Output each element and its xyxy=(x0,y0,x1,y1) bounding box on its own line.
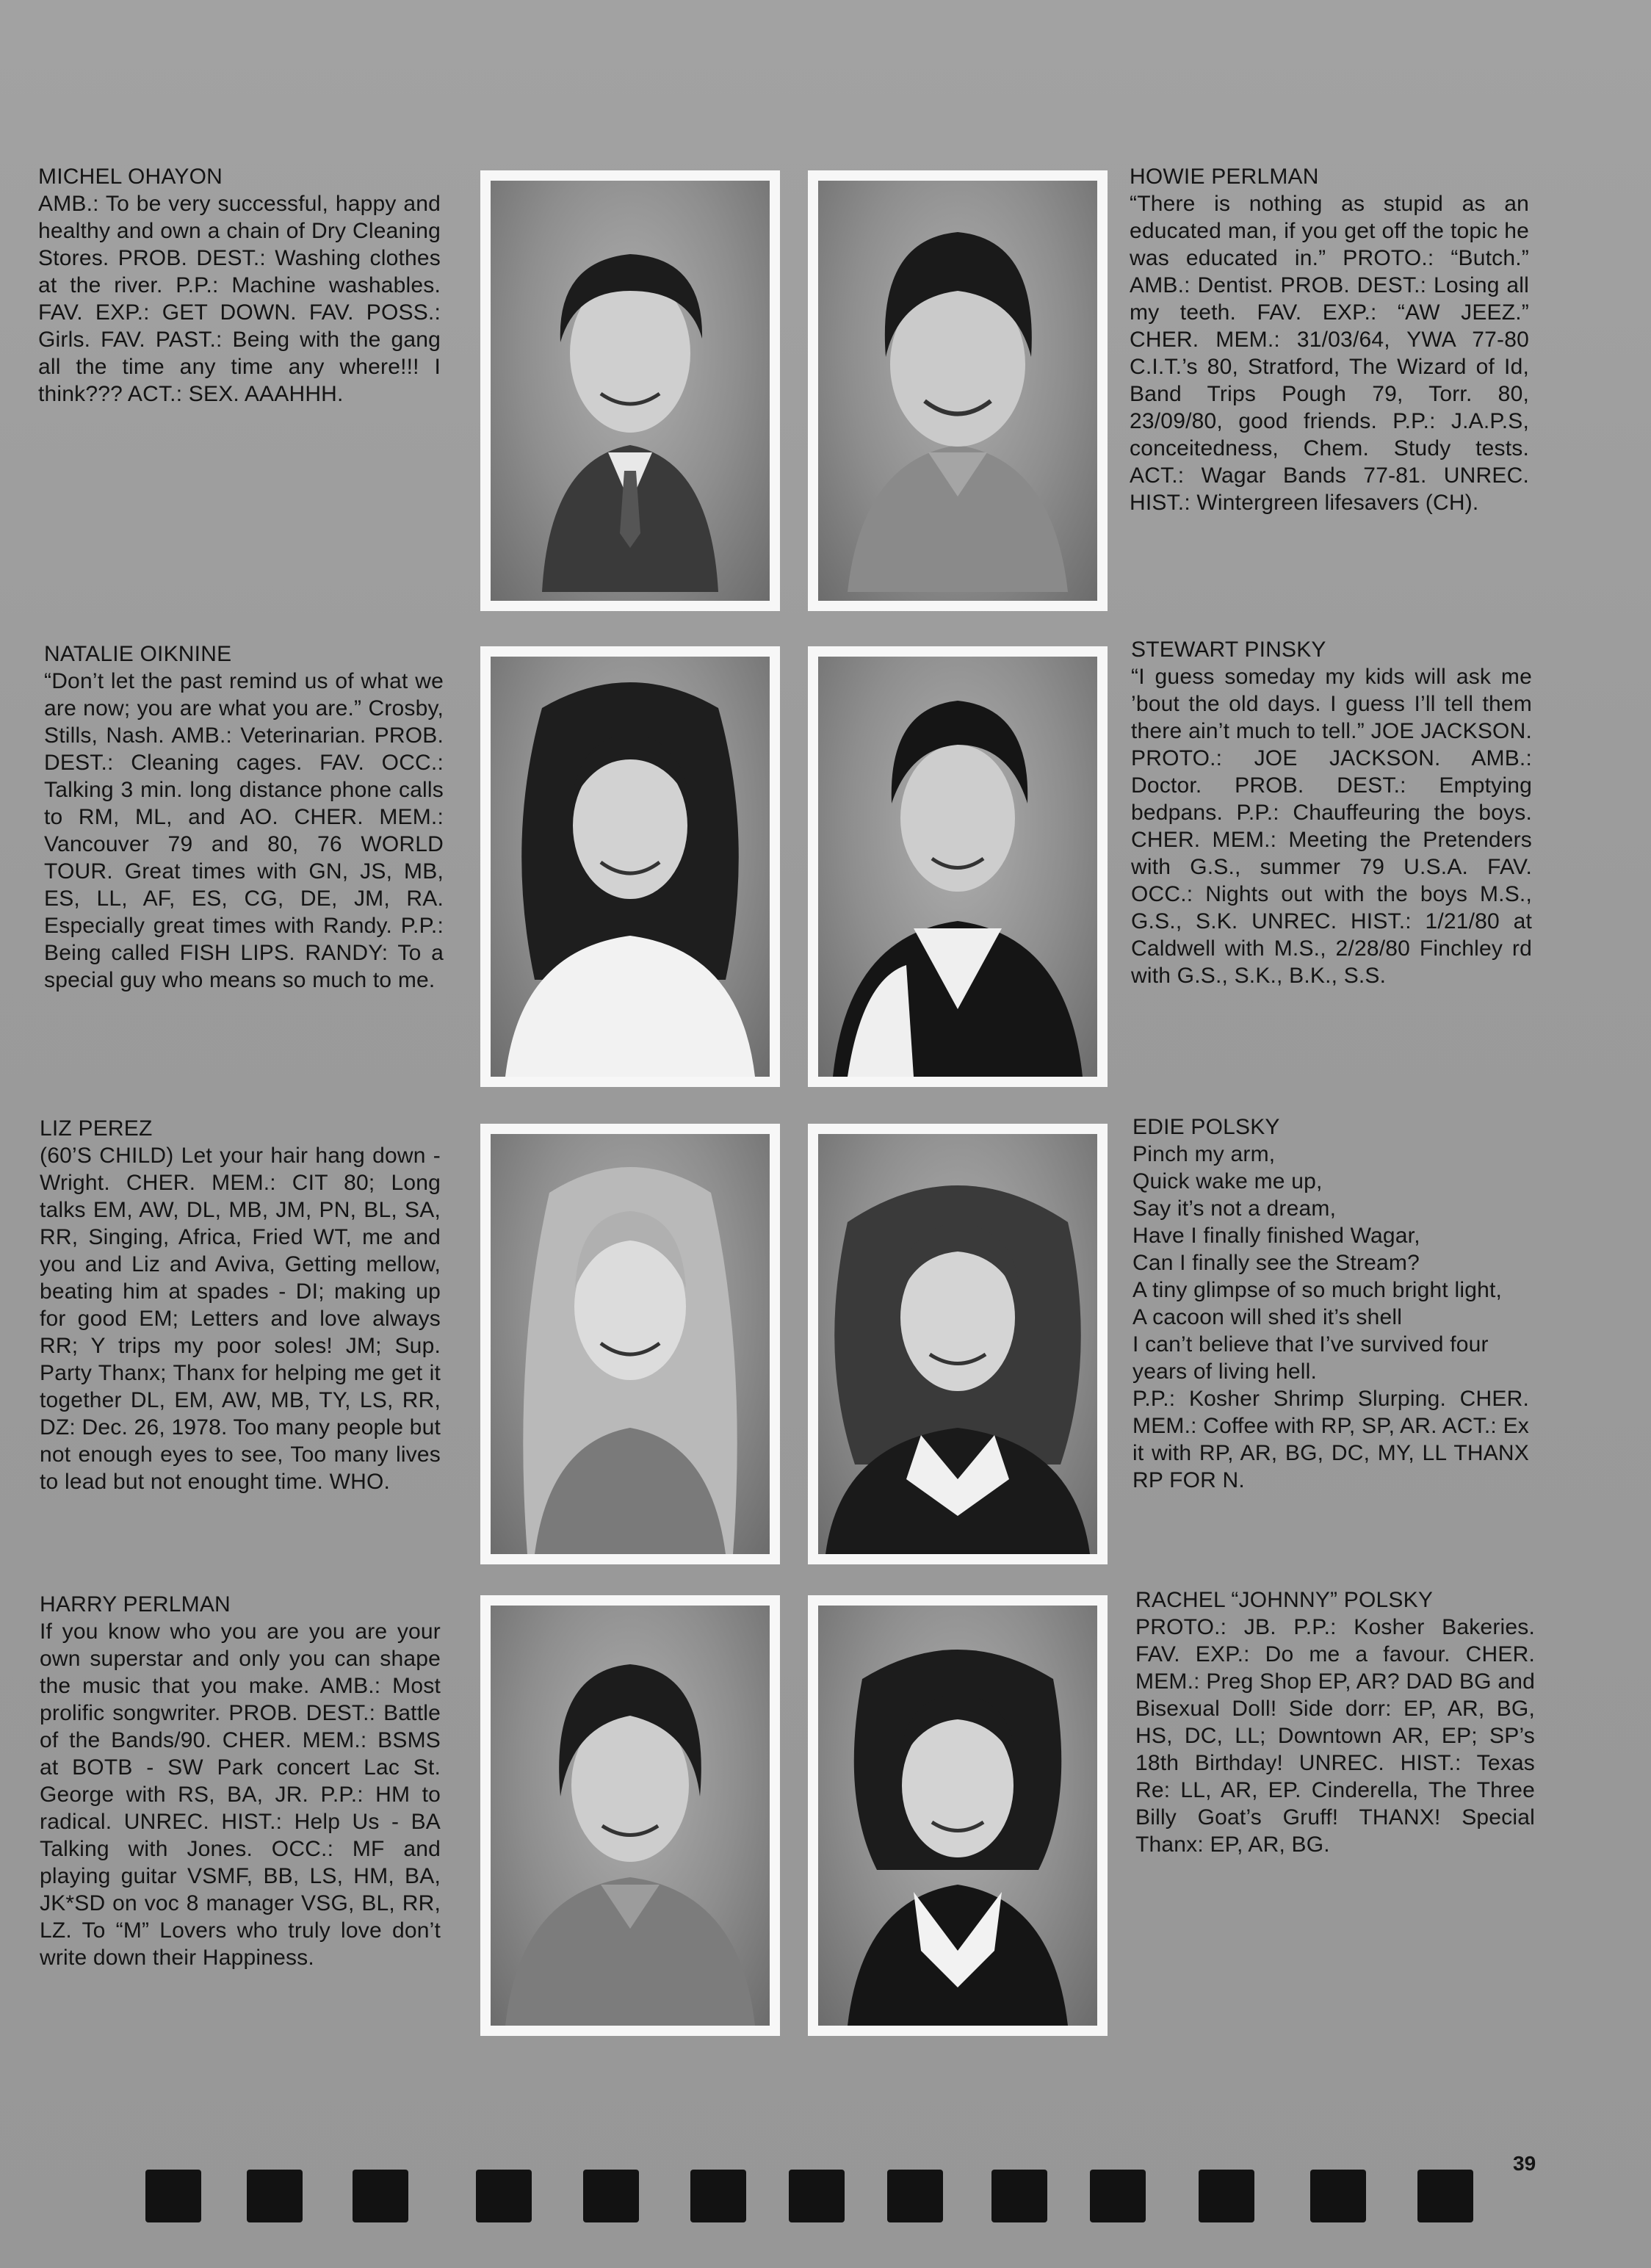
student-bio: P.P.: Kosher Shrimp Slurping. CHER. MEM.: Coffee with RP, SP, AR. ACT.: Ex it with RP, AR, BG, DC, MY, LL THANX RP FOR N. xyxy=(1132,1387,1529,1492)
filmstrip-block xyxy=(1199,2170,1254,2222)
student-bio: “I guess someday my kids will ask me ’bout the old days. I guess I’ll tell them there ain’t much to tell.” JOE JACKSON. PROTO.: JOE JACKSON. AMB.: Doctor. PROB. DEST.: Emptying bedpans. P.P.: Chauffeuring the boys. CHER. MEM.: Meeting the Pretenders with G.S., summer 79 U.S.A. FAV. OCC.: Nights out with the boys M.S., G.S., S.K. UNREC. HIST.: 1/21/80 at Caldwell with M.S., 2/28/80 Finchley rd with G.S., S.K., B.K., S.S. xyxy=(1131,665,1532,988)
filmstrip-block xyxy=(247,2170,303,2222)
filmstrip-block xyxy=(1310,2170,1366,2222)
poem-line: Pinch my arm, xyxy=(1132,1142,1276,1166)
portrait-stewart-pinsky xyxy=(808,646,1108,1087)
student-name: HOWIE PERLMAN xyxy=(1130,165,1319,189)
portrait-image xyxy=(818,181,1097,601)
poem-line: Can I finally see the Stream? xyxy=(1132,1251,1420,1275)
bio-howie-perlman xyxy=(1130,163,1529,516)
bio-rachel-polsky xyxy=(1135,1586,1535,1858)
student-name: HARRY PERLMAN xyxy=(40,1592,231,1617)
filmstrip-block xyxy=(789,2170,845,2222)
student-bio: “There is nothing as stupid as an educated man, if you get off the topic he was educated in.” PROTO.: “Butch.” AMB.: Dentist. PROB. DEST.: Losing all my teeth. FAV. EXP.: “AW JEEZ.” CHER. MEM.: 31/03/64, YWA 77-80 C.I.T.’s 80, Stratford, The Wizard of Id, Band Trips Pough 79, Torr. 80, 23/09/80, good friends. P.P.: J.A.P.S, conceitedness, Chem. Study tests. ACT.: Wagar Bands 77-81. UNREC. HIST.: Wintergreen lifesavers (CH). xyxy=(1130,192,1529,515)
student-name: EDIE POLSKY xyxy=(1132,1115,1280,1139)
filmstrip-block xyxy=(145,2170,201,2222)
student-name: RACHEL “JOHNNY” POLSKY xyxy=(1135,1588,1434,1612)
portrait-image xyxy=(818,657,1097,1077)
portrait-image xyxy=(491,1134,770,1554)
student-name: LIZ PEREZ xyxy=(40,1116,153,1141)
filmstrip-block xyxy=(887,2170,943,2222)
bio-liz-perez xyxy=(40,1115,441,1495)
student-name: STEWART PINSKY xyxy=(1131,638,1326,662)
portrait-natalie-oiknine xyxy=(480,646,780,1087)
portrait-liz-perez xyxy=(480,1124,780,1564)
filmstrip-block xyxy=(1417,2170,1473,2222)
portrait-rachel-polsky xyxy=(808,1595,1108,2036)
poem-line: A cacoon will shed it’s shell xyxy=(1132,1305,1403,1329)
poem-line: Say it’s not a dream, xyxy=(1132,1196,1337,1221)
portrait-harry-perlman xyxy=(480,1595,780,2036)
student-bio: “Don’t let the past remind us of what we are now; you are what you are.” Crosby, Stills, Nash. AMB.: Veterinarian. PROB. DEST.: Cleaning cages. FAV. OCC.: Talking 3 min. long distance phone calls to RM, ML, and AO. CHER. MEM.: Vancouver 79 and 80, 76 WORLD TOUR. Great times with GN, JS, MB, ES, LL, AF, ES, CG, DE, JM, RA. Especially great times with Randy. P.P.: Being called FISH LIPS. RANDY: To a special guy who means so much to me. xyxy=(44,669,444,992)
student-name: MICHEL OHAYON xyxy=(38,165,223,189)
page-number: 39 xyxy=(1513,2152,1536,2175)
portrait-image xyxy=(818,1134,1097,1554)
portrait-image xyxy=(491,657,770,1077)
bio-michel-ohayon xyxy=(38,163,441,408)
bio-stewart-pinsky xyxy=(1131,636,1532,989)
portrait-michel-ohayon xyxy=(480,170,780,611)
filmstrip-block xyxy=(353,2170,408,2222)
bio-natalie-oiknine xyxy=(44,640,444,994)
student-bio: (60’S CHILD) Let your hair hang down - Wright. CHER. MEM.: CIT 80; Long talks EM, AW, DL, MB, JM, PN, BL, SA, RR, Singing, Africa, Fried WT, me and you and Liz and Aviva, Getting mellow, beating him at spades - DI; making up for good EM; Letters and love always RR; Y trips my poor soles! JM; Sup. Party Thanx; Thanx for helping me get it together DL, EM, AW, MB, TY, LS, RR, DZ: Dec. 26, 1978. Too many people but not enough eyes to see, Too many lives to lead but not enought time. WHO. xyxy=(40,1144,441,1494)
portrait-howie-perlman xyxy=(808,170,1108,611)
portrait-image xyxy=(491,1606,770,2026)
filmstrip-block xyxy=(1090,2170,1146,2222)
student-name: NATALIE OIKNINE xyxy=(44,642,232,666)
student-bio: PROTO.: JB. P.P.: Kosher Bakeries. FAV. EXP.: Do me a favour. CHER. MEM.: Preg Shop EP, AR? DAD BG and Bisexual Doll! Side dorr: EP, AR, BG, HS, DC, LL; Downtown AR, EP; SP’s 18th Birthday! UNREC. HIST.: Texas Re: LL, AR, EP. Cinderella, The Three Billy Goat’s Gruff! THANX! Special Thanx: EP, AR, BG. xyxy=(1135,1615,1535,1857)
portrait-image xyxy=(491,181,770,601)
filmstrip-block xyxy=(476,2170,532,2222)
portrait-image xyxy=(818,1606,1097,2026)
filmstrip-block xyxy=(583,2170,639,2222)
portrait-edie-polsky xyxy=(808,1124,1108,1564)
poem-line: Quick wake me up, xyxy=(1132,1169,1323,1193)
poem-line: A tiny glimpse of so much bright light, xyxy=(1132,1278,1503,1302)
student-bio: AMB.: To be very successful, happy and healthy and own a chain of Dry Cleaning Stores. PROB. DEST.: Washing clothes at the river. P.P.: Machine washables. FAV. EXP.: GET DOWN. FAV. POSS.: Girls. FAV. PAST.: Being with the gang all the time any time any where!!! I think??? ACT.: SEX. AAAHHH. xyxy=(38,192,441,406)
filmstrip-block xyxy=(690,2170,746,2222)
poem-line: I can’t believe that I’ve survived four years of living hell. xyxy=(1132,1332,1489,1384)
student-bio: If you know who you are you are your own superstar and only you can shape the music that you make. AMB.: Most prolific songwriter. PROB. DEST.: Battle of the Bands/90. CHER. MEM.: BSMS at BOTB - SW Park concert Lac St. George with RS, BA, JR. P.P.: HM to radical. UNREC. HIST.: Help Us - BA Talking with Jones. OCC.: MF and playing guitar VSMF, BB, LS, HM, BA, JK*SD on voc 8 manager VSG, BL, RR, LZ. To “M” Lovers who truly love don’t write down their Happiness. xyxy=(40,1619,441,1970)
poem-line: Have I finally finished Wagar, xyxy=(1132,1224,1420,1248)
bio-harry-perlman xyxy=(40,1591,441,1971)
filmstrip-block xyxy=(991,2170,1047,2222)
bio-edie-polsky xyxy=(1132,1113,1529,1494)
